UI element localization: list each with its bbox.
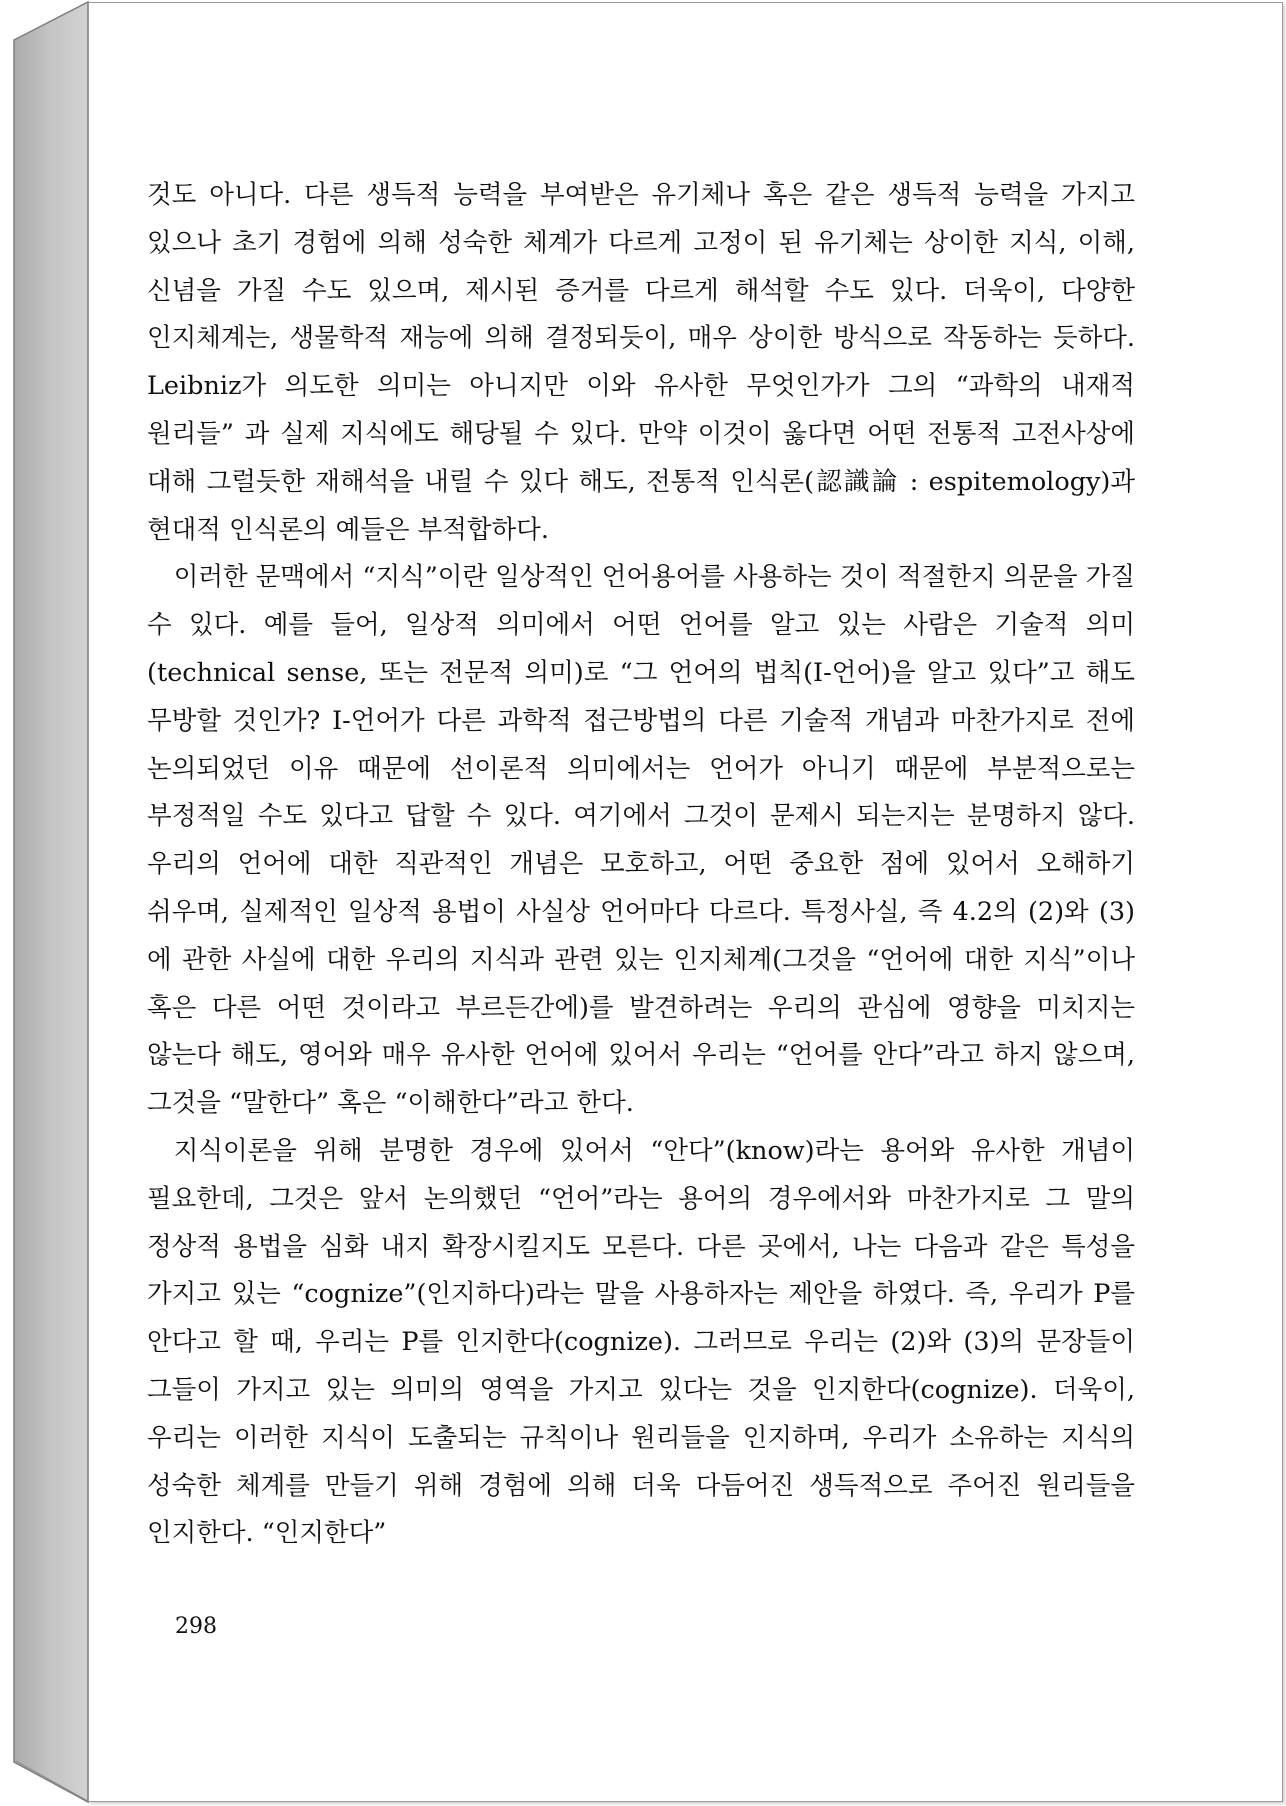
paragraph-3: 지식이론을 위해 분명한 경우에 있어서 “안다”(know)라는 용어와 유사한 개념이 필요한데, 그것은 앞서 논의했던 “언어”라는 용어의 경우에서와 마찬가지로 그 말의 정상적 용법을 심화 내지 확장시킬지도 모른다. 다른 곳에서, 나는 다음과 같은 특성을 가지고 있는 “cognize”(인지하다)라는 말을 사용하자는 제안을 하였다. 즉, 우리가 P를 안다고 할 때, 우리는 P를 인지한다(cognize). 그러므로 우리는 (2)와 (3)의 문장들이 그들이 가지고 있는 의미의 영역을 가지고 있다는 것을 인지한다(cognize). 더욱이, 우리는 이러한 지식이 도출되는 규칙이나 원리들을 인지하며, 우리가 소유하는 지식의 성숙한 체계를 만들기 위해 경험에 의해 더욱 다듬어진 생득적으로 주어진 원리들을 인지한다. “인지한다” xyxy=(147,1135,1135,1549)
body-text xyxy=(147,172,1135,1558)
book-spine-graphic xyxy=(0,0,90,1806)
paragraph-2: 이러한 문맥에서 “지식”이란 일상적인 언어용어를 사용하는 것이 적절한지 의문을 가질 수 있다. 예를 들어, 일상적 의미에서 어떤 언어를 알고 있는 사람은 기술적 의미(technical sense, 또는 전문적 의미)로 “그 언어의 법칙(I-언어)을 알고 있다”고 해도 무방할 것인가? I-언어가 다른 과학적 접근방법의 다른 기술적 개념과 마찬가지로 전에 논의되었던 이유 때문에 선이론적 의미에서는 언어가 아니기 때문에 부분적으로는 부정적일 수도 있다고 답할 수 있다. 여기에서 그것이 문제시 되는지는 분명하지 않다. 우리의 언어에 대한 직관적인 개념은 모호하고, 어떤 중요한 점에 있어서 오해하기 쉬우며, 실제적인 일상적 용법이 사실상 언어마다 다르다. 특정사실, 즉 4.2의 (2)와 (3)에 관한 사실에 대한 우리의 지식과 관련 있는 인지체계(그것을 “언어에 대한 지식”이나 혹은 다른 어떤 것이라고 부르든간에)를 발견하려는 우리의 관심에 영향을 미치지는 않는다 해도, 영어와 매우 유사한 언어에 있어서 우리는 “언어를 안다”라고 하지 않으며, 그것을 “말한다” 혹은 “이해한다”라고 한다. xyxy=(147,562,1135,1119)
paragraph-1: 것도 아니다. 다른 생득적 능력을 부여받은 유기체나 혹은 같은 생득적 능력을 가지고 있으나 초기 경험에 의해 성숙한 체계가 다르게 고정이 된 유기체는 상이한 지식, 이해, 신념을 가질 수도 있으며, 제시된 증거를 다르게 해석할 수도 있다. 더욱이, 다양한 인지체계는, 생물학적 재능에 의해 결정되듯이, 매우 상이한 방식으로 작동하는 듯하다. Leibniz가 의도한 의미는 아니지만 이와 유사한 무엇인가가 그의 “과학의 내재적 원리들” 과 실제 지식에도 해당될 수 있다. 만약 이것이 옳다면 어떤 전통적 고전사상에 대해 그럴듯한 재해석을 내릴 수 있다 해도, 전통적 인식론(認識論 : espitemology)과 현대적 인식론의 예들은 부적합하다. xyxy=(147,180,1135,545)
page-number: 298 xyxy=(175,1614,217,1639)
book-spine xyxy=(0,0,90,1806)
